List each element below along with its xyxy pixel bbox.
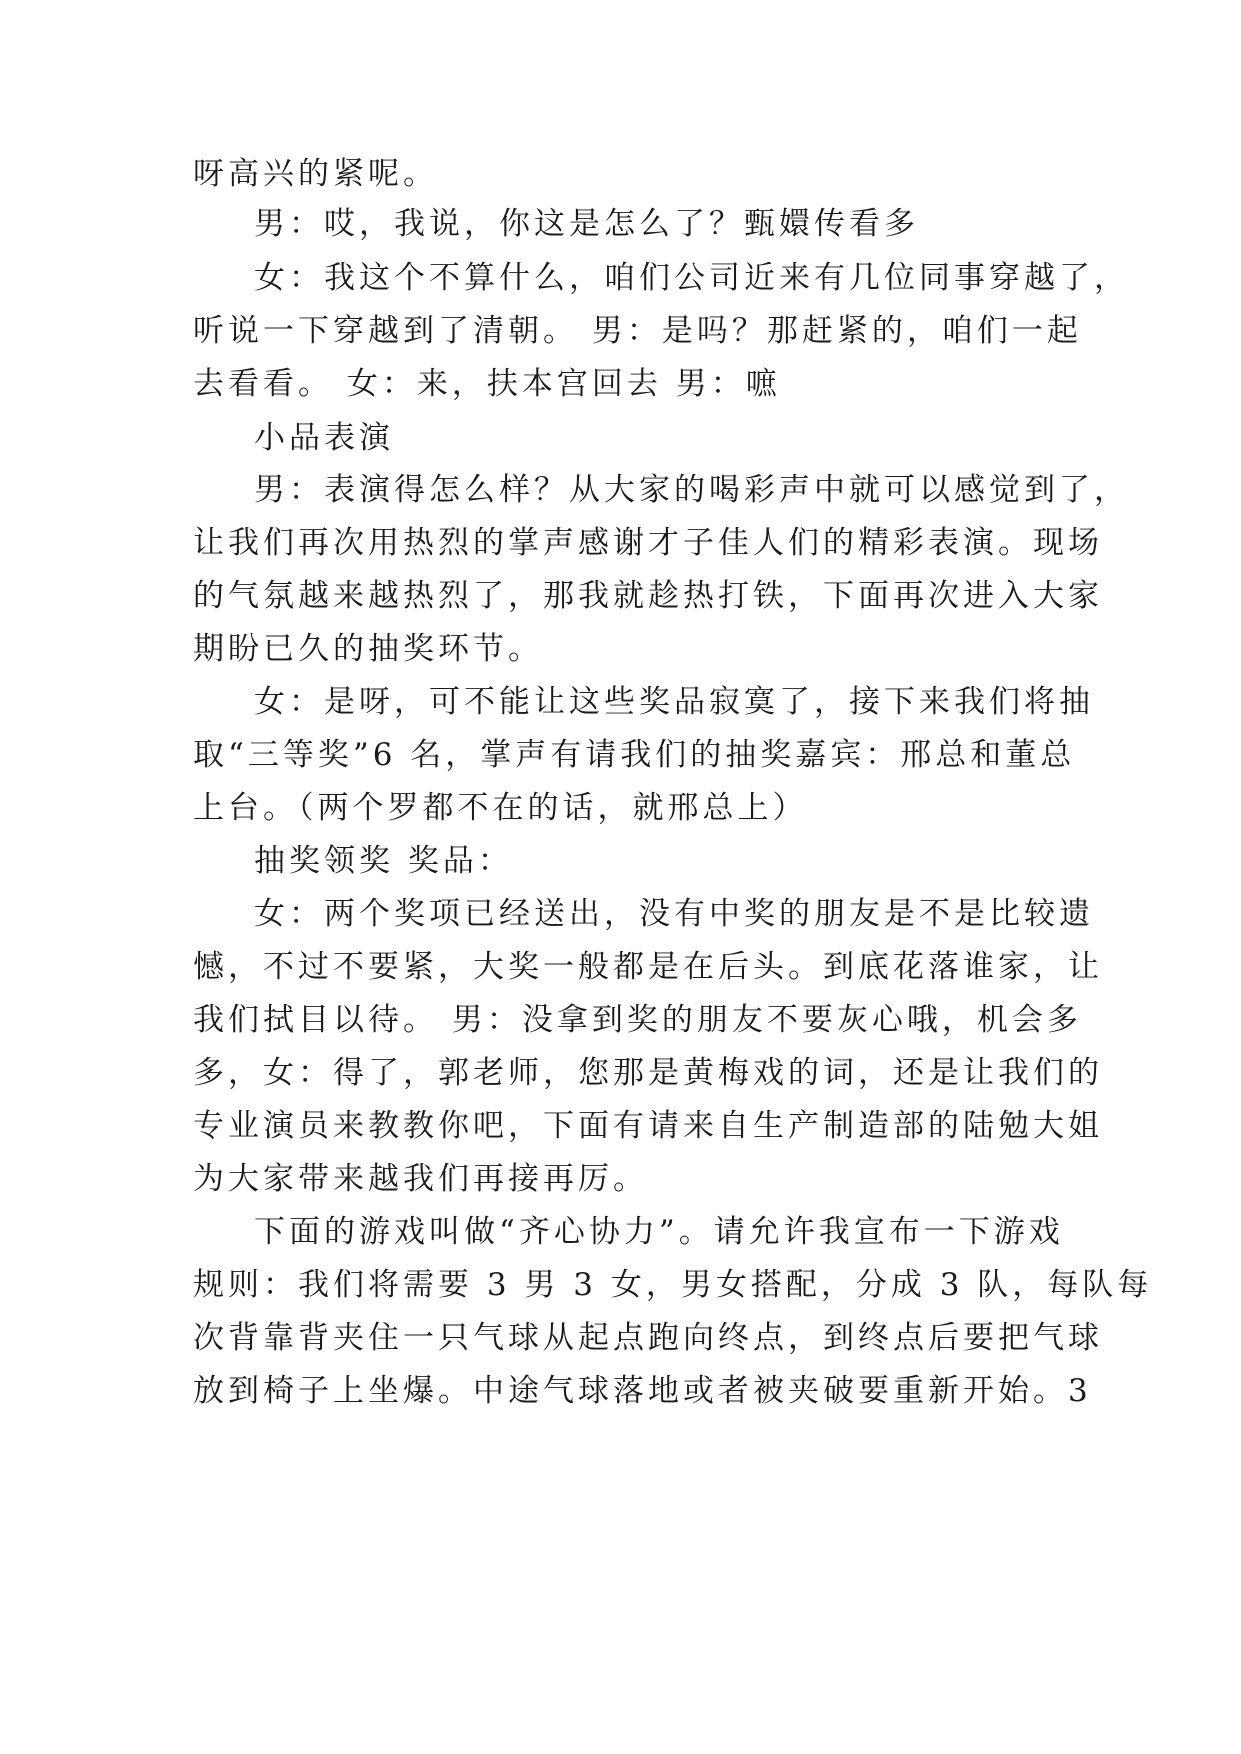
text-line: 憾，不过不要紧，大奖一般都是在后头。到底花落谁家，让	[193, 949, 1103, 985]
text-line: 抽奖领奖 奖品：	[254, 843, 513, 879]
text-line: 男：哎，我说，你这是怎么了？甄嬛传看多	[254, 206, 919, 242]
text-line: 呀高兴的紧呢。	[193, 156, 438, 192]
text-line: 规则：我们将需要 3 男 3 女，男女搭配，分成 3 队，每队每	[193, 1267, 1153, 1303]
text-line: 为大家带来越我们再接再厉。	[193, 1161, 648, 1197]
text-line: 取“三等奖”6 名，掌声有请我们的抽奖嘉宾：邢总和董总	[193, 737, 1076, 773]
text-line: 女：是呀，可不能让这些奖品寂寞了，接下来我们将抽	[254, 684, 1094, 720]
text-line: 男：表演得怎么样？从大家的喝彩声中就可以感觉到了，	[254, 472, 1129, 508]
text-line: 期盼已久的抽奖环节。	[193, 631, 543, 667]
text-line: 去看看。 女：来，扶本宫回去 男：嗻	[193, 366, 781, 402]
text-line: 我们拭目以待。 男：没拿到奖的朋友不要灰心哦，机会多	[193, 1002, 1082, 1038]
text-line: 次背靠背夹住一只气球从起点跑向终点，到终点后要把气球	[193, 1320, 1103, 1356]
text-line: 下面的游戏叫做“齐心协力”。请允许我宣布一下游戏	[254, 1214, 1064, 1250]
text-line: 女：两个奖项已经送出，没有中奖的朋友是不是比较遗	[254, 896, 1094, 932]
text-line: 放到椅子上坐爆。中途气球落地或者被夹破要重新开始。3	[193, 1373, 1092, 1409]
text-line: 让我们再次用热烈的掌声感谢才子佳人们的精彩表演。现场	[193, 525, 1103, 561]
text-line: 专业演员来教教你吧，下面有请来自生产制造部的陆勉大姐	[193, 1108, 1103, 1144]
text-line: 小品表演	[254, 420, 394, 456]
text-line: 的气氛越来越热烈了，那我就趁热打铁，下面再次进入大家	[193, 578, 1103, 614]
text-line: 多，女：得了，郭老师，您那是黄梅戏的词，还是让我们的	[193, 1055, 1103, 1091]
text-line: 上台。（两个罗都不在的话，就邢总上）	[193, 790, 808, 826]
text-line: 听说一下穿越到了清朝。 男：是吗？那赶紧的，咱们一起	[193, 313, 1082, 349]
text-line: 女：我这个不算什么，咱们公司近来有几位同事穿越了，	[254, 260, 1129, 296]
